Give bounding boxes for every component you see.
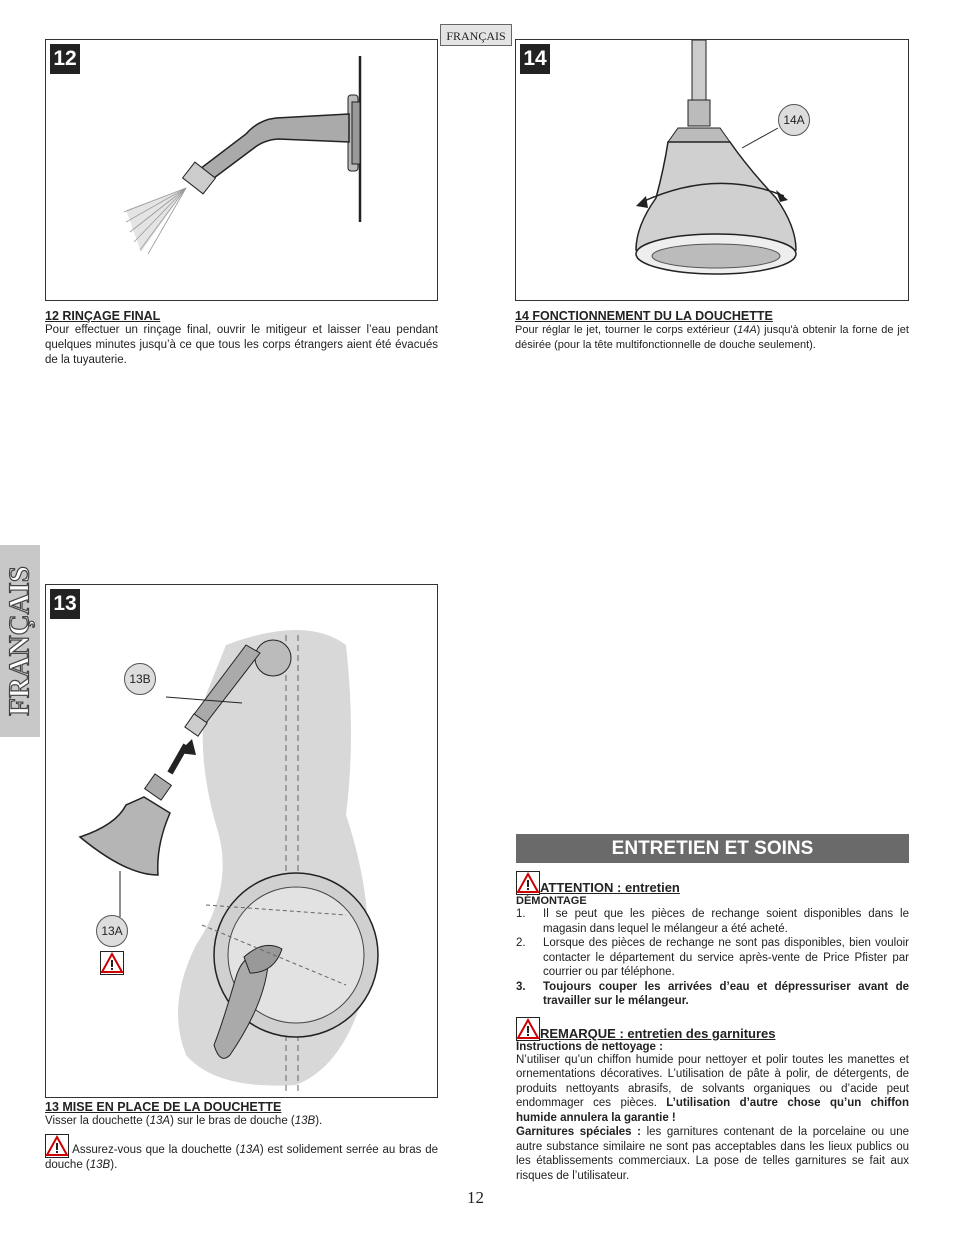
step-13-warning: Assurez-vous que la douchette (13A) est solidement serrée au bras de douche (13B). (45, 1134, 438, 1173)
step-14-number: 14 (520, 44, 550, 74)
list-item: 3. Toujours couper les arrivées d’eau et dépressuriser avant de travailler sur le mélangeur. (516, 980, 909, 1007)
callout-14A (778, 104, 810, 136)
step-13-caption (45, 1100, 438, 1173)
callout-13A-label: 13A (101, 924, 123, 938)
step-12-title: 12 RINÇAGE FINAL (45, 309, 161, 323)
care-section (516, 871, 909, 1183)
callout-13B (124, 663, 156, 695)
instructions-text: N’utiliser qu’un chiffon humide pour nettoyer et polir toutes les manettes et ornementations décoratives. L’utilisation de pâte à polir, de détergents, de produits nettoyants abrasifs, de solvants organiques ou d’acide peut endommager ces pièces. L’utilisation d’autre chose qu’un chiffon humide annulera la garantie ! (516, 1053, 909, 1124)
rinse-illustration (46, 40, 438, 301)
special-trim-text: Garnitures spéciales : les garnitures contenant de la porcelaine ou une autre substance similaire ne sont pas acceptables dans les lieux publics ou les établissements commerciaux. La pose de telles garnitures se fait aux risques de l’utilisateur. (516, 1126, 909, 1182)
language-tab: FRANÇAIS (440, 24, 512, 46)
step-14-figure (515, 39, 909, 301)
step-12-text: Pour effectuer un rinçage final, ouvrir le mitigeur et laisser l’eau pendant quelques minutes jusqu’à ce que tous les corps étrangers aient été évacués de la tuyauterie. (45, 324, 438, 366)
step-14-text: Pour réglar le jet, tourner le corps extérieur (14A) jusqu'à obtenir la forne de jet désirée (pour la tête multifonctionnelle de douche seulement). (515, 324, 909, 351)
maintenance-list (516, 907, 909, 1009)
side-language-label: FRANÇAIS (3, 566, 36, 716)
callout-14A-label: 14A (783, 113, 805, 127)
remarque-heading: REMARQUE : entretien des garnitures (516, 1017, 909, 1041)
warning-icon (516, 871, 540, 895)
step-14-title: 14 FONCTIONNEMENT DU LA DOUCHETTE (515, 309, 773, 323)
step-13-title: 13 MISE EN PLACE DE LA DOUCHETTE (45, 1100, 282, 1114)
attention-heading: ATTENTION : entretien (516, 871, 909, 895)
step-13-figure (45, 584, 438, 1098)
warning-icon (100, 951, 124, 975)
list-item: 1. Il se peut que les pièces de rechange soient disponibles dans le magasin dans lequel le mélangeur a été acheté. (516, 908, 909, 935)
instructions-label: Instructions de nettoyage : (516, 1040, 663, 1053)
list-item: 2. Lorsque des pièces de rechange ne sont pas disponibles, bien vouloir contacter le département du service après-vente de Price Pfister par courrier ou par téléphone. (516, 937, 909, 978)
showerhead-adjust-illustration (516, 40, 909, 301)
warning-icon (45, 1134, 69, 1158)
page-number: 12 (467, 1188, 484, 1207)
showerhead-install-illustration (46, 585, 438, 1098)
step-13-line1: Visser la douchette (13A) sur le bras de douche (13B). (45, 1115, 323, 1127)
step-12-caption (45, 309, 438, 368)
step-12-number: 12 (50, 44, 80, 74)
callout-13A (96, 915, 128, 947)
demontage-label: DÉMONTAGE (516, 895, 587, 907)
side-language-tab (0, 545, 40, 737)
callout-13B-label: 13B (129, 672, 151, 686)
step-13-number: 13 (50, 589, 80, 619)
step-12-figure (45, 39, 438, 301)
step-14-caption (515, 309, 909, 353)
care-banner: ENTRETIEN ET SOINS (516, 834, 909, 863)
warning-icon (516, 1017, 540, 1041)
